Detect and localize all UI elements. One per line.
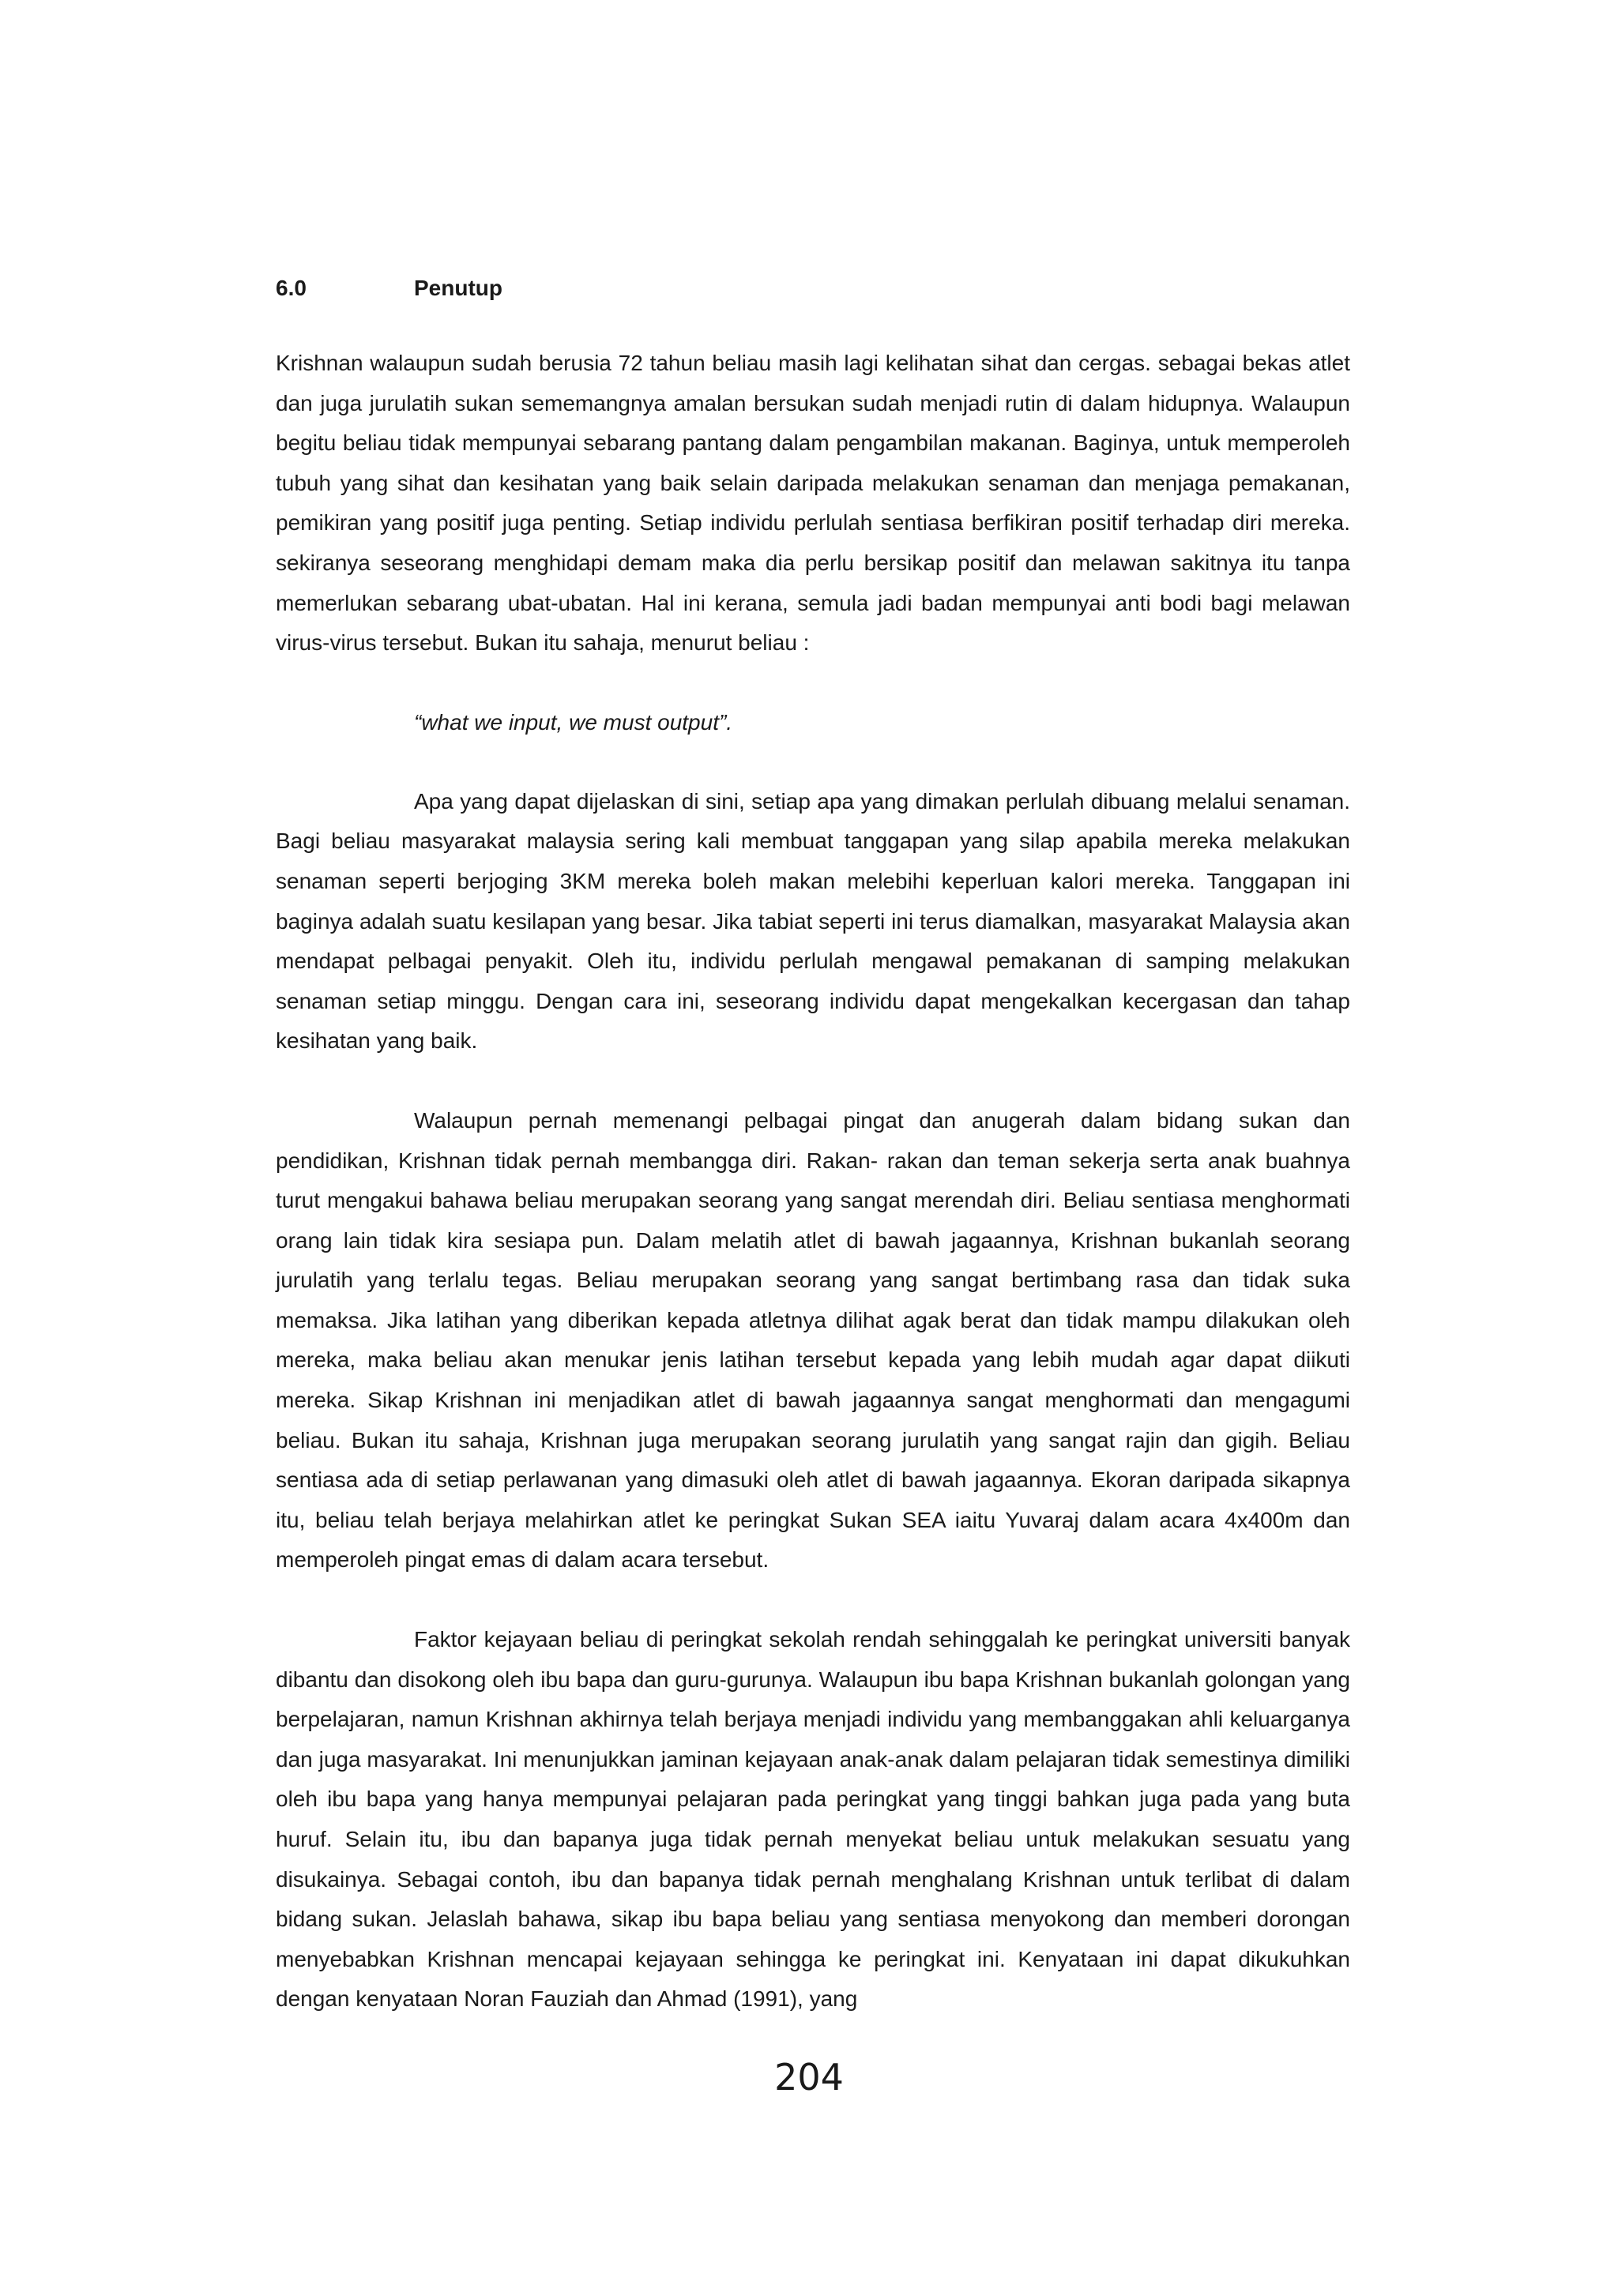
paragraph-spacer: [276, 1580, 1350, 1620]
section-number: 6.0: [276, 276, 307, 300]
section-heading: [276, 269, 1350, 308]
paragraph-spacer: [276, 742, 1350, 782]
quote: “what we input, we must output”.: [414, 709, 733, 735]
paragraph-1: Krishnan walaupun sudah berusia 72 tahun beliau masih lagi kelihatan sihat dan cergas. sebagai bekas atlet dan juga jurulatih sukan sememangnya amalan bersukan sudah menjadi rutin di dalam hidupnya. Walaupun begitu beliau tidak mempunyai sebarang pantang dalam pengambilan makanan. Baginya, untuk memperoleh tubuh yang sihat dan kesihatan yang baik selain daripada melakukan senaman dan menjaga pemakanan, pemikiran yang positif juga penting. Setiap individu perlulah sentiasa berfikiran positif terhadap diri mereka. sekiranya seseorang menghidapi demam maka dia perlu bersikap positif dan melawan sakitnya itu tanpa memerlukan sebarang ubat-ubatan. Hal ini kerana, semula jadi badan mempunyai anti bodi bagi melawan virus-virus tersebut. Bukan itu sahaja, menurut beliau :: [276, 351, 1350, 656]
page-content: [276, 269, 1350, 2020]
paragraph-2: Apa yang dapat dijelaskan di sini, setiap apa yang dimakan perlulah dibuang melalui senaman. Bagi beliau masyarakat malaysia sering kali membuat tanggapan yang silap apabila mereka melakukan senaman seperti berjoging 3KM mereka boleh makan melebihi keperluan kalori mereka. Tanggapan ini baginya adalah suatu kesilapan yang besar. Jika tabiat seperti ini terus diamalkan, masyarakat Malaysia akan mendapat pelbagai penyakit. Oleh itu, individu perlulah mengawal pemakanan di samping melakukan senaman setiap minggu. Dengan cara ini, seseorang individu dapat mengekalkan kecergasan dan tahap kesihatan yang baik.: [276, 788, 1350, 1054]
paragraph-spacer: [276, 1062, 1350, 1101]
page-number: 204: [774, 2056, 844, 2099]
paragraph-spacer: [276, 663, 1350, 703]
paragraph-3: Walaupun pernah memenangi pelbagai pingat dan anugerah dalam bidang sukan dan pendidikan, Krishnan tidak pernah membangga diri. Rakan- rakan dan teman sekerja serta anak buahnya turut mengakui bahawa beliau merupakan seorang yang sangat merendah diri. Beliau sentiasa menghormati orang lain tidak kira sesiapa pun. Dalam melatih atlet di bawah jagaannya, Krishnan bukanlah seorang jurulatih yang terlalu tegas. Beliau merupakan seorang yang sangat bertimbang rasa dan tidak suka memaksa. Jika latihan yang diberikan kepada atletnya dilihat agak berat dan tidak mampu dilakukan oleh mereka, maka beliau akan menukar jenis latihan tersebut kepada yang lebih mudah agar dapat diikuti mereka. Sikap Krishnan ini menjadikan atlet di bawah jagaannya sangat menghormati dan mengagumi beliau. Bukan itu sahaja, Krishnan juga merupakan seorang jurulatih yang sangat rajin dan gigih. Beliau sentiasa ada di setiap perlawanan yang dimasuki oleh atlet di bawah jagaannya. Ekoran daripada sikapnya itu, beliau telah berjaya melahirkan atlet ke peringkat Sukan SEA iaitu Yuvaraj dalam acara 4x400m dan memperoleh pingat emas di dalam acara tersebut.: [276, 1107, 1350, 1573]
section-title: Penutup: [414, 276, 502, 300]
paragraph-4: Faktor kejayaan beliau di peringkat sekolah rendah sehinggalah ke peringkat universiti banyak dibantu dan disokong oleh ibu bapa dan guru-gurunya. Walaupun ibu bapa Krishnan bukanlah golongan yang berpelajaran, namun Krishnan akhirnya telah berjaya menjadi individu yang membanggakan ahli keluarganya dan juga masyarakat. Ini menunjukkan jaminan kejayaan anak-anak dalam pelajaran tidak semestinya dimiliki oleh ibu bapa yang hanya mempunyai pelajaran pada peringkat yang tinggi bahkan juga pada yang buta huruf. Selain itu, ibu dan bapanya juga tidak pernah menyekat beliau untuk melakukan sesuatu yang disukainya. Sebagai contoh, ibu dan bapanya tidak pernah menghalang Krishnan untuk terlibat di dalam bidang sukan. Jelaslah bahawa, sikap ibu bapa beliau yang sentiasa menyokong dan memberi dorongan menyebabkan Krishnan mencapai kejayaan sehingga ke peringkat ini. Kenyataan ini dapat dikukuhkan dengan kenyataan Noran Fauziah dan Ahmad (1991), yang: [276, 1627, 1350, 2012]
